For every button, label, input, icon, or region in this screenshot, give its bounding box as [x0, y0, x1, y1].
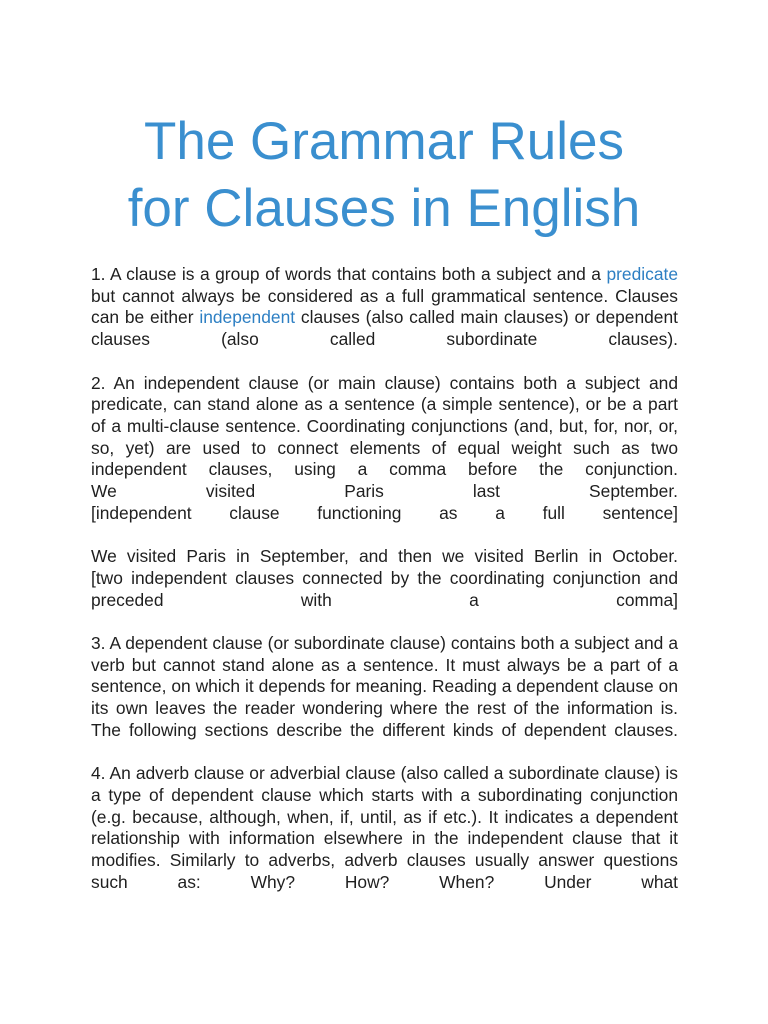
independent-link[interactable]: independent: [199, 307, 296, 328]
paragraph-1: [91, 264, 678, 351]
paragraph-1-text-b: but cannot always be considered as a full grammatical sentence. Clauses can be either: [91, 285, 678, 328]
paragraph-1-text-c: clauses (also called main clauses) or dependent clauses (also called subordinate clauses).: [91, 307, 678, 350]
paragraph-3-example: We visited Paris in September, and then we visited Berlin in October.: [91, 546, 678, 567]
paragraph-2: [91, 373, 678, 525]
paragraph-3: [91, 546, 678, 611]
title-line-1: The Grammar Rules: [143, 112, 625, 171]
paragraph-2-example: We visited Paris last September.: [91, 481, 678, 502]
document-body: [91, 264, 678, 893]
paragraph-4: [91, 633, 678, 742]
title-line-2: for Clauses in English: [127, 179, 641, 238]
paragraph-1-text-a: 1. A clause is a group of words that contains both a subject and a: [91, 264, 607, 284]
predicate-link[interactable]: predicate: [606, 264, 678, 284]
paragraph-2-note: [independent clause functioning as a full sentence]: [91, 502, 678, 523]
paragraph-4-text: 3. A dependent clause (or subordinate clause) contains both a subject and a verb but cannot stand alone as a sentence. It must always be a part of a sentence, on which it depends for meaning. Reading a dependent clause on its own leaves the reader wondering where the rest of the information is. The following sections describe the different kinds of dependent clauses.: [91, 632, 678, 740]
paragraph-5-text: 4. An adverb clause or adverbial clause (also called a subordinate clause) is a type of dependent clause which starts with a subordinating conjunction (e.g. because, although, when, if, until, as if etc.). It indicates a dependent relationship with information elsewhere in the independent clause that it modifies. Similarly to adverbs, adverb clauses usually answer questions such as: Why? How? When? Under what: [91, 763, 678, 892]
paragraph-5: [91, 763, 678, 893]
paragraph-2-text: 2. An independent clause (or main clause) contains both a subject and predicate, can stand alone as a sentence (a simple sentence), or be a part of a multi-clause sentence. Coordinating conjunctions (and, but, for, nor, or, so, yet) are used to connect elements of equal weight such as two independent clauses, using a comma before the conjunction.: [91, 372, 678, 480]
paragraph-3-note: [two independent clauses connected by the coordinating conjunction and preceded with a comma]: [91, 567, 678, 610]
page-title: [60, 108, 708, 242]
